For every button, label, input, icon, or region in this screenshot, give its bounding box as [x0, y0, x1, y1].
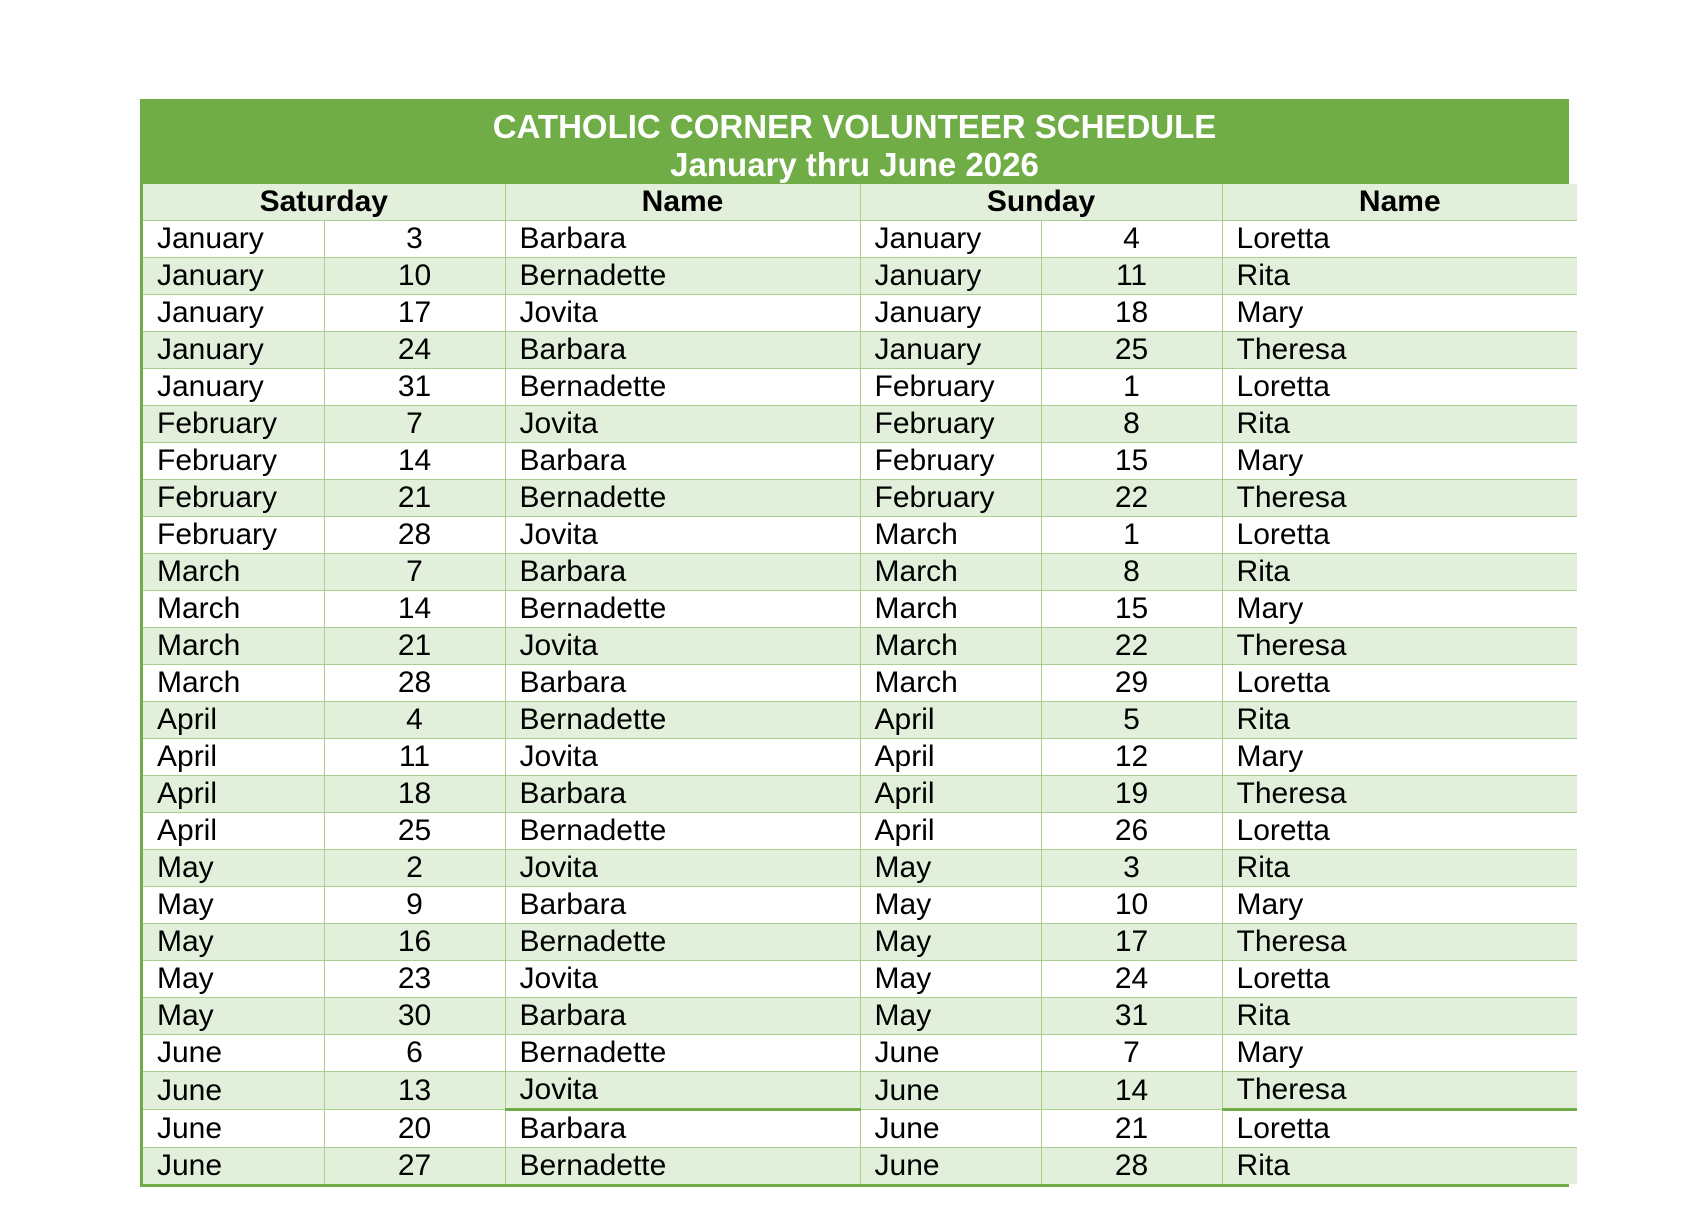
saturday-volunteer-cell: Barbara — [505, 1110, 860, 1148]
sunday-volunteer-cell: Theresa — [1222, 1072, 1577, 1110]
saturday-volunteer-cell: Jovita — [505, 628, 860, 665]
sunday-month-cell: March — [860, 517, 1041, 554]
schedule-body — [143, 221, 1577, 1185]
sunday-month-cell: February — [860, 480, 1041, 517]
saturday-day-cell: 21 — [324, 628, 505, 665]
sunday-month-cell: March — [860, 665, 1041, 702]
sunday-day-cell: 8 — [1041, 554, 1222, 591]
saturday-month-cell: February — [143, 443, 324, 480]
table-row — [143, 406, 1577, 443]
sunday-volunteer-cell: Mary — [1222, 887, 1577, 924]
saturday-day-cell: 16 — [324, 924, 505, 961]
saturday-month-cell: June — [143, 1072, 324, 1110]
sunday-month-cell: April — [860, 702, 1041, 739]
saturday-day-cell: 31 — [324, 369, 505, 406]
saturday-day-cell: 23 — [324, 961, 505, 998]
sunday-volunteer-cell: Rita — [1222, 1148, 1577, 1185]
sunday-month-cell: April — [860, 739, 1041, 776]
table-row — [143, 776, 1577, 813]
table-row — [143, 998, 1577, 1035]
sunday-day-cell: 22 — [1041, 628, 1222, 665]
title-band — [143, 102, 1566, 184]
sunday-volunteer-cell: Mary — [1222, 591, 1577, 628]
table-row — [143, 702, 1577, 739]
sunday-name-header: Name — [1222, 184, 1577, 221]
sunday-day-cell: 21 — [1041, 1110, 1222, 1148]
saturday-day-cell: 14 — [324, 443, 505, 480]
sunday-day-cell: 19 — [1041, 776, 1222, 813]
saturday-day-cell: 24 — [324, 332, 505, 369]
sunday-volunteer-cell: Rita — [1222, 850, 1577, 887]
saturday-month-cell: June — [143, 1148, 324, 1185]
saturday-month-cell: April — [143, 702, 324, 739]
sunday-day-cell: 25 — [1041, 332, 1222, 369]
saturday-name-header: Name — [505, 184, 860, 221]
table-row — [143, 813, 1577, 850]
saturday-day-cell: 21 — [324, 480, 505, 517]
saturday-volunteer-cell: Bernadette — [505, 1035, 860, 1072]
saturday-volunteer-cell: Jovita — [505, 961, 860, 998]
sunday-day-cell: 15 — [1041, 591, 1222, 628]
sunday-month-cell: May — [860, 850, 1041, 887]
saturday-day-cell: 20 — [324, 1110, 505, 1148]
saturday-volunteer-cell: Jovita — [505, 295, 860, 332]
table-row — [143, 332, 1577, 369]
saturday-month-cell: May — [143, 998, 324, 1035]
table-row — [143, 369, 1577, 406]
schedule-table — [143, 184, 1577, 1184]
sunday-month-cell: June — [860, 1148, 1041, 1185]
saturday-volunteer-cell: Bernadette — [505, 591, 860, 628]
table-row — [143, 554, 1577, 591]
saturday-day-cell: 25 — [324, 813, 505, 850]
saturday-day-cell: 13 — [324, 1072, 505, 1110]
saturday-day-cell: 2 — [324, 850, 505, 887]
schedule-sheet — [140, 99, 1569, 1187]
sunday-day-cell: 31 — [1041, 998, 1222, 1035]
saturday-month-cell: January — [143, 258, 324, 295]
saturday-volunteer-cell: Bernadette — [505, 258, 860, 295]
saturday-month-cell: March — [143, 554, 324, 591]
sunday-day-cell: 12 — [1041, 739, 1222, 776]
sunday-volunteer-cell: Theresa — [1222, 924, 1577, 961]
saturday-volunteer-cell: Jovita — [505, 739, 860, 776]
sunday-month-cell: June — [860, 1072, 1041, 1110]
table-row — [143, 924, 1577, 961]
saturday-day-cell: 28 — [324, 665, 505, 702]
header-row — [143, 184, 1577, 221]
schedule-subtitle: January thru June 2026 — [670, 146, 1039, 183]
sunday-month-cell: March — [860, 554, 1041, 591]
sunday-day-cell: 11 — [1041, 258, 1222, 295]
saturday-month-cell: May — [143, 887, 324, 924]
sunday-month-cell: January — [860, 258, 1041, 295]
saturday-volunteer-cell: Bernadette — [505, 480, 860, 517]
sunday-volunteer-cell: Rita — [1222, 258, 1577, 295]
sunday-volunteer-cell: Loretta — [1222, 813, 1577, 850]
sunday-volunteer-cell: Loretta — [1222, 961, 1577, 998]
sunday-day-cell: 18 — [1041, 295, 1222, 332]
saturday-month-cell: February — [143, 517, 324, 554]
saturday-day-cell: 30 — [324, 998, 505, 1035]
table-row — [143, 517, 1577, 554]
sunday-day-cell: 1 — [1041, 369, 1222, 406]
sunday-month-cell: May — [860, 887, 1041, 924]
saturday-header: Saturday — [143, 184, 505, 221]
saturday-day-cell: 4 — [324, 702, 505, 739]
sunday-day-cell: 17 — [1041, 924, 1222, 961]
saturday-month-cell: March — [143, 665, 324, 702]
table-row — [143, 1035, 1577, 1072]
sunday-volunteer-cell: Loretta — [1222, 517, 1577, 554]
sunday-day-cell: 7 — [1041, 1035, 1222, 1072]
table-row — [143, 443, 1577, 480]
sunday-month-cell: April — [860, 776, 1041, 813]
saturday-month-cell: February — [143, 406, 324, 443]
sunday-month-cell: February — [860, 406, 1041, 443]
saturday-day-cell: 27 — [324, 1148, 505, 1185]
sunday-month-cell: March — [860, 628, 1041, 665]
saturday-day-cell: 18 — [324, 776, 505, 813]
saturday-month-cell: March — [143, 628, 324, 665]
sunday-volunteer-cell: Loretta — [1222, 665, 1577, 702]
table-row — [143, 591, 1577, 628]
saturday-month-cell: January — [143, 221, 324, 258]
sunday-header: Sunday — [860, 184, 1222, 221]
saturday-month-cell: May — [143, 924, 324, 961]
table-row — [143, 1110, 1577, 1148]
saturday-day-cell: 10 — [324, 258, 505, 295]
saturday-volunteer-cell: Barbara — [505, 887, 860, 924]
saturday-volunteer-cell: Bernadette — [505, 813, 860, 850]
saturday-volunteer-cell: Bernadette — [505, 702, 860, 739]
sunday-volunteer-cell: Loretta — [1222, 369, 1577, 406]
sunday-month-cell: June — [860, 1110, 1041, 1148]
sunday-month-cell: January — [860, 295, 1041, 332]
saturday-volunteer-cell: Bernadette — [505, 924, 860, 961]
table-row — [143, 850, 1577, 887]
sunday-day-cell: 15 — [1041, 443, 1222, 480]
sunday-day-cell: 14 — [1041, 1072, 1222, 1110]
table-row — [143, 628, 1577, 665]
saturday-month-cell: February — [143, 480, 324, 517]
table-row — [143, 258, 1577, 295]
sunday-volunteer-cell: Theresa — [1222, 332, 1577, 369]
sunday-month-cell: May — [860, 961, 1041, 998]
sunday-day-cell: 3 — [1041, 850, 1222, 887]
saturday-month-cell: January — [143, 295, 324, 332]
sunday-volunteer-cell: Loretta — [1222, 221, 1577, 258]
saturday-day-cell: 17 — [324, 295, 505, 332]
saturday-day-cell: 3 — [324, 221, 505, 258]
table-row — [143, 295, 1577, 332]
saturday-volunteer-cell: Jovita — [505, 1072, 860, 1110]
saturday-day-cell: 11 — [324, 739, 505, 776]
sunday-month-cell: June — [860, 1035, 1041, 1072]
saturday-day-cell: 7 — [324, 406, 505, 443]
sunday-volunteer-cell: Loretta — [1222, 1110, 1577, 1148]
schedule-title: CATHOLIC CORNER VOLUNTEER SCHEDULE — [492, 108, 1217, 145]
sunday-day-cell: 5 — [1041, 702, 1222, 739]
saturday-day-cell: 14 — [324, 591, 505, 628]
sunday-month-cell: April — [860, 813, 1041, 850]
table-row — [143, 887, 1577, 924]
table-row — [143, 1148, 1577, 1185]
sunday-month-cell: February — [860, 369, 1041, 406]
saturday-volunteer-cell: Barbara — [505, 332, 860, 369]
sunday-month-cell: January — [860, 221, 1041, 258]
sunday-day-cell: 8 — [1041, 406, 1222, 443]
sunday-volunteer-cell: Rita — [1222, 998, 1577, 1035]
sunday-day-cell: 29 — [1041, 665, 1222, 702]
table-row — [143, 1072, 1577, 1110]
sunday-month-cell: May — [860, 924, 1041, 961]
sunday-day-cell: 28 — [1041, 1148, 1222, 1185]
saturday-volunteer-cell: Bernadette — [505, 1148, 860, 1185]
sunday-volunteer-cell: Rita — [1222, 554, 1577, 591]
sunday-month-cell: January — [860, 332, 1041, 369]
saturday-day-cell: 9 — [324, 887, 505, 924]
saturday-day-cell: 6 — [324, 1035, 505, 1072]
table-row — [143, 961, 1577, 998]
sunday-volunteer-cell: Mary — [1222, 443, 1577, 480]
sunday-volunteer-cell: Theresa — [1222, 628, 1577, 665]
saturday-volunteer-cell: Jovita — [505, 517, 860, 554]
saturday-volunteer-cell: Barbara — [505, 221, 860, 258]
table-row — [143, 665, 1577, 702]
sunday-day-cell: 24 — [1041, 961, 1222, 998]
saturday-volunteer-cell: Barbara — [505, 443, 860, 480]
sunday-volunteer-cell: Mary — [1222, 739, 1577, 776]
sunday-month-cell: February — [860, 443, 1041, 480]
saturday-day-cell: 7 — [324, 554, 505, 591]
sunday-day-cell: 1 — [1041, 517, 1222, 554]
saturday-volunteer-cell: Bernadette — [505, 369, 860, 406]
sunday-month-cell: May — [860, 998, 1041, 1035]
sunday-day-cell: 4 — [1041, 221, 1222, 258]
saturday-month-cell: January — [143, 369, 324, 406]
saturday-volunteer-cell: Barbara — [505, 998, 860, 1035]
saturday-volunteer-cell: Barbara — [505, 665, 860, 702]
sunday-month-cell: March — [860, 591, 1041, 628]
sunday-volunteer-cell: Rita — [1222, 406, 1577, 443]
saturday-month-cell: April — [143, 739, 324, 776]
saturday-month-cell: May — [143, 961, 324, 998]
saturday-month-cell: June — [143, 1110, 324, 1148]
saturday-month-cell: January — [143, 332, 324, 369]
sunday-volunteer-cell: Mary — [1222, 295, 1577, 332]
saturday-month-cell: June — [143, 1035, 324, 1072]
saturday-month-cell: April — [143, 776, 324, 813]
table-row — [143, 480, 1577, 517]
table-row — [143, 221, 1577, 258]
sunday-volunteer-cell: Theresa — [1222, 776, 1577, 813]
sunday-volunteer-cell: Rita — [1222, 702, 1577, 739]
sunday-volunteer-cell: Theresa — [1222, 480, 1577, 517]
saturday-volunteer-cell: Jovita — [505, 406, 860, 443]
sunday-day-cell: 26 — [1041, 813, 1222, 850]
saturday-month-cell: May — [143, 850, 324, 887]
saturday-day-cell: 28 — [324, 517, 505, 554]
sunday-day-cell: 22 — [1041, 480, 1222, 517]
saturday-volunteer-cell: Jovita — [505, 850, 860, 887]
sunday-day-cell: 10 — [1041, 887, 1222, 924]
saturday-volunteer-cell: Barbara — [505, 776, 860, 813]
saturday-month-cell: April — [143, 813, 324, 850]
table-row — [143, 739, 1577, 776]
saturday-month-cell: March — [143, 591, 324, 628]
saturday-volunteer-cell: Barbara — [505, 554, 860, 591]
sunday-volunteer-cell: Mary — [1222, 1035, 1577, 1072]
